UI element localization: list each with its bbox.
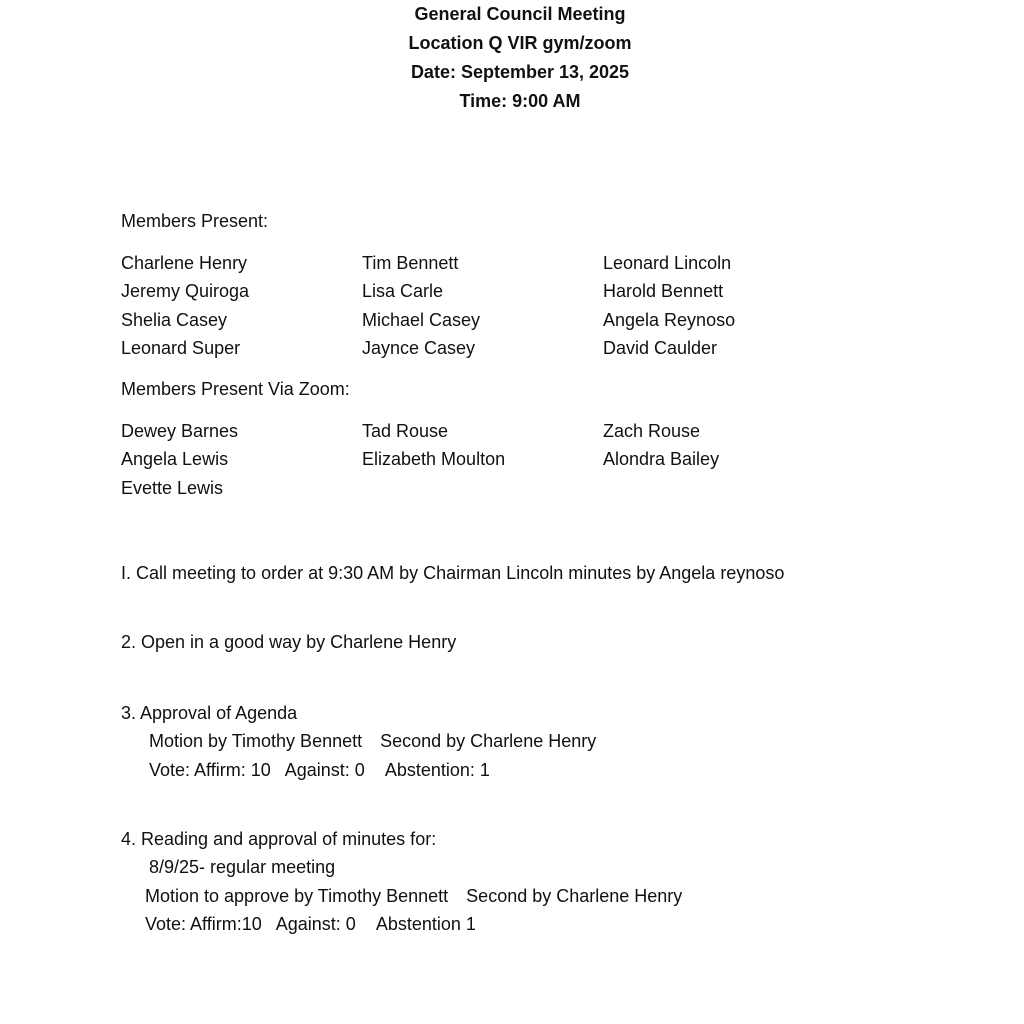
member-row [121,252,881,280]
member-name: Dewey Barnes [121,421,239,441]
member-name: Leonard Super [121,337,241,358]
members-zoom-list [121,420,881,505]
member-name: Charlene Henry [121,253,248,273]
second-text: Second by Charlene Henry [380,731,597,752]
member-name: Angela Reynoso [603,309,736,330]
member-name: Alondra Bailey [603,449,720,470]
member-row [121,448,881,476]
agenda-item-4-vote-line [121,910,682,938]
member-name: Evette Lewis [121,477,224,498]
member-name: David Caulder [603,337,718,358]
member-row [121,477,881,505]
agenda-item-3-title: 3. Approval of Agenda [121,703,298,723]
meeting-title: General Council Meeting [414,4,626,24]
vote-affirm: Vote: Affirm:10 [145,913,262,934]
member-row [121,337,881,365]
member-name: Shelia Casey [121,309,228,330]
motion-text: Motion to approve by Timothy Bennett [145,885,449,906]
agenda-item-4 [121,825,682,938]
member-name: Angela Lewis [121,449,229,470]
agenda-item-3 [121,699,596,784]
member-name: Lisa Carle [362,281,444,302]
member-name: Michael Casey [362,309,481,330]
member-name: Jaynce Casey [362,337,476,358]
member-name: Tim Bennett [362,253,459,273]
agenda-item-1: I. Call meeting to order at 9:30 AM by Chairman Lincoln minutes by Angela reynoso [121,563,785,583]
second-text: Second by Charlene Henry [466,885,683,906]
vote-against: Against: 0 [284,759,365,780]
members-present-label: Members Present: [121,211,269,231]
members-zoom-label: Members Present Via Zoom: [121,379,350,399]
agenda-item-3-vote-line [121,756,596,784]
agenda-item-4-title: 4. Reading and approval of minutes for: [121,829,437,849]
member-row [121,309,881,337]
vote-abstention: Abstention: 1 [384,759,490,780]
meeting-location: Location Q VIR gym/zoom [408,33,632,53]
meeting-date: Date: September 13, 2025 [410,62,630,82]
members-present-list [121,252,881,365]
member-name: Leonard Lincoln [603,253,732,273]
member-row [121,280,881,308]
member-name: Tad Rouse [362,421,449,441]
member-name: Zach Rouse [603,421,701,441]
agenda-item-4-meeting: 8/9/25- regular meeting [149,857,336,878]
member-name: Elizabeth Moulton [362,449,506,470]
motion-text: Motion by Timothy Bennett [149,731,363,752]
agenda-item-3-motion-line [121,727,596,755]
document-header [0,0,1024,116]
agenda-item-2: 2. Open in a good way by Charlene Henry [121,632,457,652]
vote-against: Against: 0 [275,913,356,934]
vote-affirm: Vote: Affirm: 10 [149,759,271,780]
meeting-time: Time: 9:00 AM [459,91,581,111]
member-name: Jeremy Quiroga [121,281,250,302]
vote-abstention: Abstention 1 [375,913,476,934]
member-name: Harold Bennett [603,281,724,302]
member-row [121,420,881,448]
agenda-item-4-motion-line [121,882,682,910]
